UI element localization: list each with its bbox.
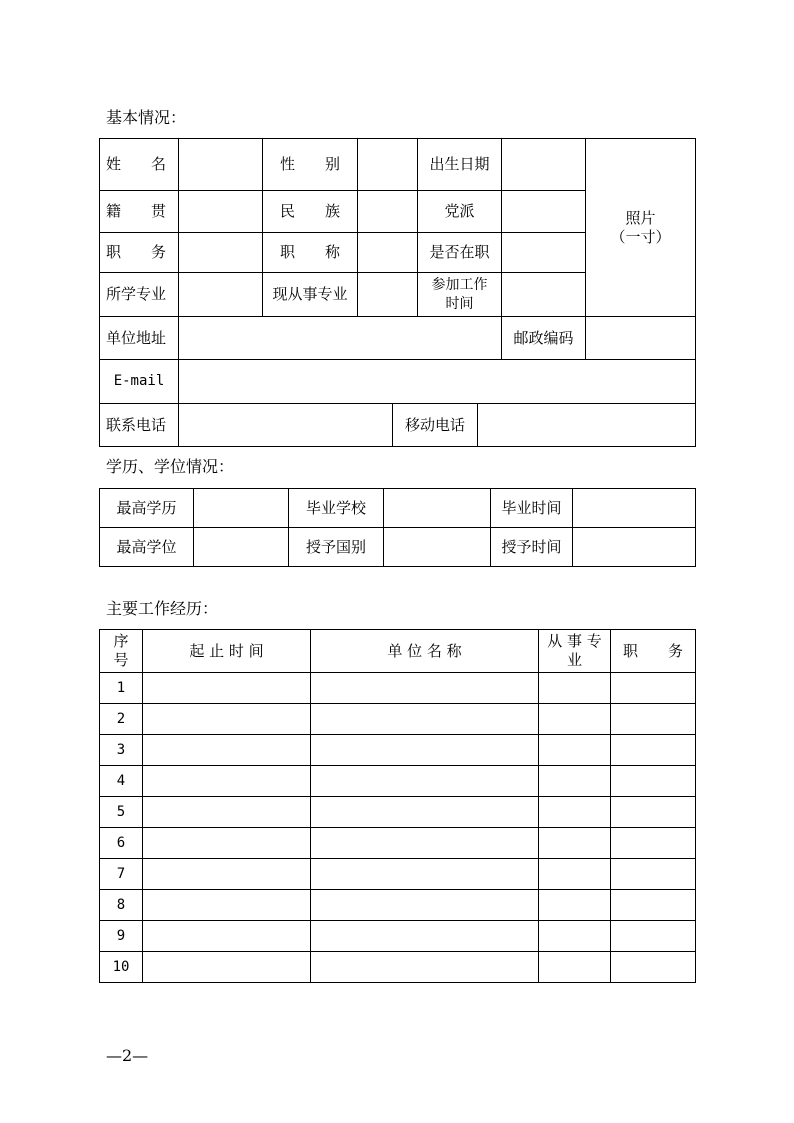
ethnicity-label: 民 族 <box>263 191 358 233</box>
work-start-field[interactable] <box>502 273 586 317</box>
birthdate-field[interactable] <box>502 139 586 191</box>
major-studied-field[interactable] <box>179 273 263 317</box>
period-field[interactable] <box>143 952 311 983</box>
row-number: 9 <box>100 921 143 952</box>
position-field[interactable] <box>611 952 696 983</box>
native-place-label: 籍 贯 <box>100 191 179 233</box>
major-field[interactable] <box>539 921 611 952</box>
period-field[interactable] <box>143 859 311 890</box>
phone-label: 联系电话 <box>100 404 179 447</box>
org-field[interactable] <box>311 766 539 797</box>
major-field[interactable] <box>539 766 611 797</box>
email-label: E-mail <box>100 360 179 404</box>
position-field[interactable] <box>611 735 696 766</box>
title-label: 职 称 <box>263 233 358 273</box>
current-major-label: 现从事专业 <box>263 273 358 317</box>
highest-education-label: 最高学历 <box>100 489 194 528</box>
table-row <box>100 797 696 828</box>
major-studied-label: 所学专业 <box>100 273 179 317</box>
employed-label: 是否在职 <box>418 233 502 273</box>
phone-field[interactable] <box>179 404 393 447</box>
period-field[interactable] <box>143 673 311 704</box>
major-field[interactable] <box>539 704 611 735</box>
col-header-major: 从 事 专 业 <box>539 630 611 673</box>
period-field[interactable] <box>143 828 311 859</box>
org-field[interactable] <box>311 921 539 952</box>
table-row <box>100 673 696 704</box>
period-field[interactable] <box>143 704 311 735</box>
photo-label: 照片 <box>625 208 656 227</box>
graduation-time-label: 毕业时间 <box>491 489 573 528</box>
position-field[interactable] <box>179 233 263 273</box>
row-number: 1 <box>100 673 143 704</box>
row-number: 10 <box>100 952 143 983</box>
degree-time-label: 授予时间 <box>491 528 573 567</box>
native-place-field[interactable] <box>179 191 263 233</box>
row-number: 7 <box>100 859 143 890</box>
gender-label: 性 别 <box>263 139 358 191</box>
position-field[interactable] <box>611 890 696 921</box>
period-field[interactable] <box>143 890 311 921</box>
page-number: —2— <box>106 1046 149 1065</box>
highest-degree-label: 最高学位 <box>100 528 194 567</box>
position-field[interactable] <box>611 859 696 890</box>
row-number: 2 <box>100 704 143 735</box>
org-field[interactable] <box>311 859 539 890</box>
employed-field[interactable] <box>502 233 586 273</box>
position-field[interactable] <box>611 921 696 952</box>
org-field[interactable] <box>311 735 539 766</box>
row-number: 5 <box>100 797 143 828</box>
period-field[interactable] <box>143 797 311 828</box>
address-field[interactable] <box>179 317 502 360</box>
position-label: 职 务 <box>100 233 179 273</box>
basic-info-title: 基本情况： <box>106 108 187 127</box>
row-number: 6 <box>100 828 143 859</box>
table-row <box>100 921 696 952</box>
row-number: 4 <box>100 766 143 797</box>
position-field[interactable] <box>611 828 696 859</box>
table-row <box>100 890 696 921</box>
position-field[interactable] <box>611 673 696 704</box>
table-row <box>100 735 696 766</box>
mobile-label: 移动电话 <box>393 404 478 447</box>
education-title: 学历、学位情况： <box>106 457 235 476</box>
birthdate-label: 出生日期 <box>418 139 502 191</box>
postcode-field[interactable] <box>586 317 696 360</box>
work-rows <box>100 673 696 983</box>
major-field[interactable] <box>539 735 611 766</box>
photo-size: （一寸） <box>610 227 671 246</box>
org-field[interactable] <box>311 952 539 983</box>
highest-degree-field[interactable] <box>194 528 289 567</box>
position-field[interactable] <box>611 766 696 797</box>
major-field[interactable] <box>539 952 611 983</box>
org-field[interactable] <box>311 890 539 921</box>
degree-time-field[interactable] <box>573 528 696 567</box>
period-field[interactable] <box>143 921 311 952</box>
degree-country-label: 授予国别 <box>289 528 384 567</box>
col-header-position: 职 务 <box>611 630 696 673</box>
degree-country-field[interactable] <box>384 528 491 567</box>
period-field[interactable] <box>143 766 311 797</box>
school-label: 毕业学校 <box>289 489 384 528</box>
major-field[interactable] <box>539 890 611 921</box>
major-field[interactable] <box>539 859 611 890</box>
position-field[interactable] <box>611 797 696 828</box>
education-table <box>99 488 696 567</box>
col-header-org: 单 位 名 称 <box>311 630 539 673</box>
mobile-field[interactable] <box>478 404 696 447</box>
school-field[interactable] <box>384 489 491 528</box>
table-row <box>100 952 696 983</box>
table-row <box>100 704 696 735</box>
work-start-label: 参加工作 时间 <box>418 273 502 317</box>
graduation-time-field[interactable] <box>573 489 696 528</box>
current-major-field[interactable] <box>358 273 418 317</box>
name-field[interactable] <box>179 139 263 191</box>
title-field[interactable] <box>358 233 418 273</box>
col-header-period: 起 止 时 间 <box>143 630 311 673</box>
ethnicity-field[interactable] <box>358 191 418 233</box>
row-number: 8 <box>100 890 143 921</box>
major-field[interactable] <box>539 797 611 828</box>
email-field[interactable] <box>179 360 696 404</box>
work-history-title: 主要工作经历： <box>106 599 219 618</box>
period-field[interactable] <box>143 735 311 766</box>
col-header-no: 序 号 <box>100 630 143 673</box>
basic-info-table <box>99 138 696 447</box>
party-field[interactable] <box>502 191 586 233</box>
address-label: 单位地址 <box>100 317 179 360</box>
table-row <box>100 828 696 859</box>
table-row <box>100 766 696 797</box>
major-field[interactable] <box>539 828 611 859</box>
org-field[interactable] <box>311 704 539 735</box>
gender-field[interactable] <box>358 139 418 191</box>
work-history-table <box>99 629 696 983</box>
org-field[interactable] <box>311 797 539 828</box>
row-number: 3 <box>100 735 143 766</box>
highest-education-field[interactable] <box>194 489 289 528</box>
org-field[interactable] <box>311 828 539 859</box>
position-field[interactable] <box>611 704 696 735</box>
org-field[interactable] <box>311 673 539 704</box>
photo-box[interactable] <box>586 139 696 317</box>
major-field[interactable] <box>539 673 611 704</box>
party-label: 党派 <box>418 191 502 233</box>
name-label: 姓 名 <box>100 139 179 191</box>
table-row <box>100 859 696 890</box>
postcode-label: 邮政编码 <box>502 317 586 360</box>
